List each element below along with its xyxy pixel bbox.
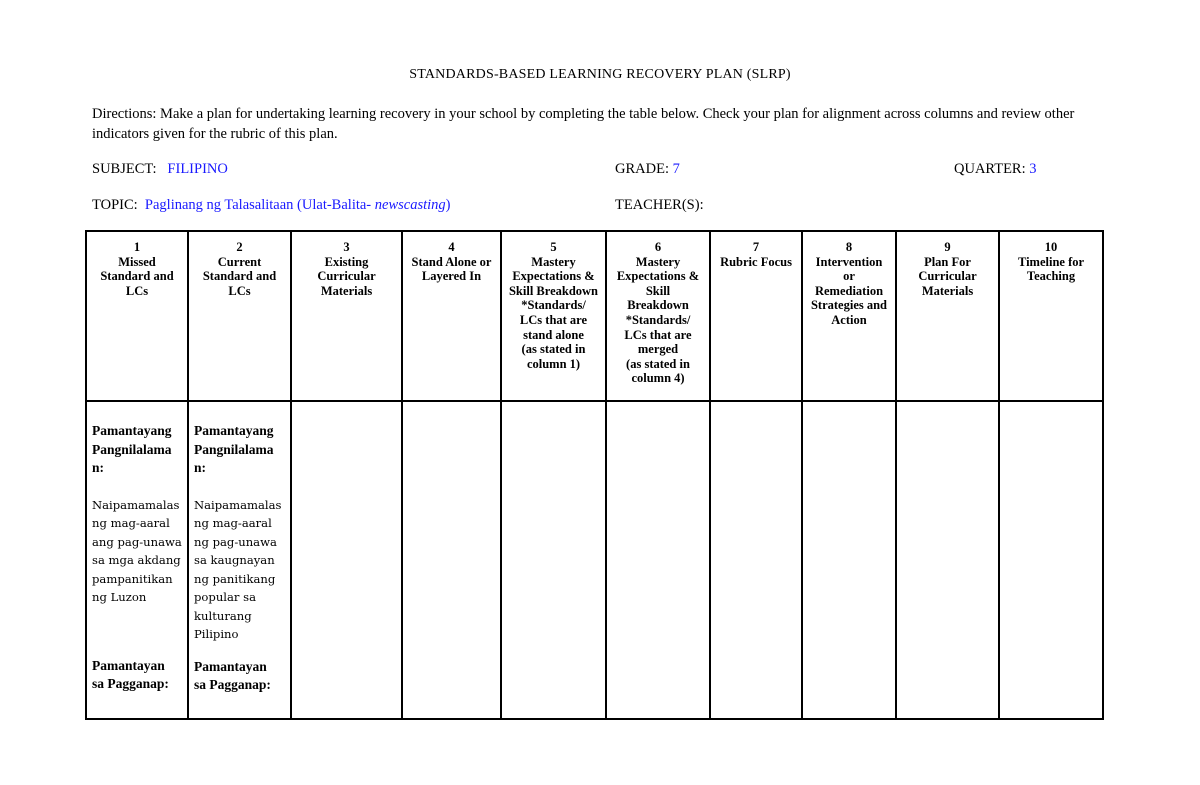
body-row <box>86 401 1103 719</box>
current-standard-heading <box>194 422 286 478</box>
column-header-6 <box>606 231 710 401</box>
column-header-line: Layered In <box>421 269 482 284</box>
column-header-line: Strategies and <box>810 298 888 313</box>
cell-mastery-stand-alone[interactable] <box>501 401 606 719</box>
text-line: ang pag-unawa <box>92 534 182 549</box>
column-header-line: LCs that are <box>624 327 692 342</box>
grade-value: 7 <box>672 161 680 177</box>
text-line: ng panitikang <box>194 571 276 586</box>
cell-rubric-focus[interactable] <box>710 401 802 719</box>
column-header-10 <box>999 231 1103 401</box>
column-number: 10 <box>1044 240 1058 254</box>
column-number: 3 <box>343 240 350 254</box>
column-header-line: Skill <box>645 283 671 298</box>
column-header-7 <box>710 231 802 401</box>
column-header-line: column 1) <box>526 356 581 371</box>
column-header-line: Mastery <box>635 254 681 269</box>
quarter-label: QUARTER: <box>954 161 1026 177</box>
text-line: sa kaugnayan <box>194 553 275 567</box>
quarter-field <box>954 161 1037 178</box>
text-line: kulturang <box>194 608 252 623</box>
column-header-line: or <box>843 269 855 284</box>
missed-standard-heading <box>92 422 183 478</box>
grade-field <box>615 161 680 178</box>
cell-current-standard[interactable] <box>188 401 291 719</box>
column-number: 5 <box>550 240 557 254</box>
cell-plan-materials[interactable] <box>896 401 999 719</box>
text-line: pampanitikan <box>92 571 173 586</box>
topic-value <box>145 197 451 213</box>
column-header-line: Materials <box>921 283 974 298</box>
column-header-line: Timeline for <box>1017 254 1085 269</box>
cell-mastery-merged[interactable] <box>606 401 710 719</box>
column-header-line: stand alone <box>523 327 584 342</box>
text-line: popular sa <box>194 590 256 604</box>
quarter-value: 3 <box>1029 161 1037 177</box>
column-header-9 <box>896 231 999 401</box>
topic-field <box>92 197 451 214</box>
column-number: 6 <box>654 240 662 254</box>
heading-line: Pangnilalama <box>194 441 274 457</box>
cell-stand-alone-layered[interactable] <box>402 401 501 719</box>
heading-line: n: <box>194 460 207 475</box>
text-line: Naipamamalas <box>194 497 282 512</box>
column-header-2 <box>188 231 291 401</box>
current-standard-footer <box>194 658 286 695</box>
missed-standard-footer <box>92 657 183 694</box>
column-header-line: Curricular <box>918 269 977 284</box>
column-header-line: Curricular <box>317 269 376 284</box>
column-header-line: merged <box>637 342 679 357</box>
column-header-line: Current <box>217 254 262 269</box>
subject-label: SUBJECT: <box>92 161 157 177</box>
text-line: ng pag-unawa <box>194 534 277 549</box>
grade-label: GRADE: <box>615 161 669 177</box>
header-row <box>86 231 1103 401</box>
footer-line: Pamantayan <box>194 658 267 674</box>
heading-line: Pamantayang <box>194 423 274 438</box>
column-number: 7 <box>752 240 760 254</box>
column-number: 8 <box>845 240 853 254</box>
column-number: 9 <box>944 240 951 254</box>
column-header-line: Plan For <box>924 254 971 269</box>
column-header-line: Expectations & <box>512 269 595 284</box>
column-header-line: column 4) <box>631 371 685 386</box>
column-header-5 <box>501 231 606 401</box>
subject-field <box>92 161 228 178</box>
heading-line: n: <box>92 460 105 475</box>
column-header-line: Rubric Focus <box>720 254 792 269</box>
column-header-line: *Standards/ <box>521 298 586 313</box>
current-standard-text <box>194 496 286 644</box>
column-header-line: (as stated in <box>626 356 690 371</box>
column-header-3 <box>291 231 402 401</box>
subject-value: FILIPINO <box>167 161 228 177</box>
page-title: STANDARDS-BASED LEARNING RECOVERY PLAN (SLRP) <box>409 67 791 82</box>
cell-missed-standard[interactable] <box>86 401 188 719</box>
directions-text: Directions: Make a plan for undertaking learning recovery in your school by completing the table below. Check your plan for alignment across columns and review other indicators given for the rubric of this plan. <box>92 106 1075 142</box>
column-header-1 <box>86 231 188 401</box>
column-header-line: LCs <box>228 283 251 298</box>
cell-intervention[interactable] <box>802 401 896 719</box>
column-header-line: Materials <box>320 283 373 298</box>
text-line: Naipamamalas <box>92 497 180 512</box>
footer-line: Pamantayan <box>92 657 165 673</box>
topic-value-italic: newscasting <box>374 197 446 213</box>
column-header-line: Stand Alone or <box>411 254 492 269</box>
column-header-line: Skill Breakdown <box>508 283 599 298</box>
column-number: 2 <box>236 240 243 254</box>
column-header-line: Standard and <box>100 269 174 284</box>
teachers-field <box>615 197 704 214</box>
cell-existing-materials[interactable] <box>291 401 402 719</box>
column-header-line: Breakdown <box>627 298 689 313</box>
text-line: ng mag-aaral <box>194 516 272 530</box>
text-line: ng Luzon <box>92 590 147 604</box>
column-header-line: (as stated in <box>521 342 586 357</box>
topic-label: TOPIC: <box>92 197 138 213</box>
column-header-line: Teaching <box>1026 269 1076 284</box>
text-line: Pilipino <box>194 627 239 641</box>
column-header-line: *Standards/ <box>625 312 691 327</box>
heading-line: Pamantayang <box>92 423 172 438</box>
column-header-4 <box>402 231 501 401</box>
column-header-8 <box>802 231 896 401</box>
column-header-line: Intervention <box>815 254 883 269</box>
column-number: 4 <box>448 240 455 254</box>
text-line: ng mag-aaral <box>92 516 170 530</box>
teachers-label: TEACHER(S): <box>615 197 704 213</box>
cell-timeline[interactable] <box>999 401 1103 719</box>
column-number: 1 <box>133 240 141 254</box>
missed-standard-text <box>92 496 183 607</box>
column-header-line: LCs <box>125 283 149 298</box>
heading-line: Pangnilalama <box>92 441 172 457</box>
text-line: sa mga akdang <box>92 553 181 567</box>
column-header-line: LCs that are <box>519 312 588 327</box>
topic-value-main: Paglinang ng Talasalitaan (Ulat-Balita- <box>144 197 375 213</box>
column-header-line: Missed <box>118 254 156 269</box>
column-header-line: Remediation <box>814 283 884 298</box>
column-header-line: Action <box>831 312 867 327</box>
footer-line: sa Pagganap: <box>194 677 271 692</box>
column-header-line: Mastery <box>531 254 576 269</box>
column-header-line: Existing <box>324 254 369 269</box>
footer-line: sa Pagganap: <box>92 676 169 691</box>
topic-value-end: ) <box>445 197 451 213</box>
slrp-table <box>85 230 1104 720</box>
column-header-line: Expectations & <box>616 269 700 284</box>
column-header-line: Standard and <box>202 269 277 284</box>
